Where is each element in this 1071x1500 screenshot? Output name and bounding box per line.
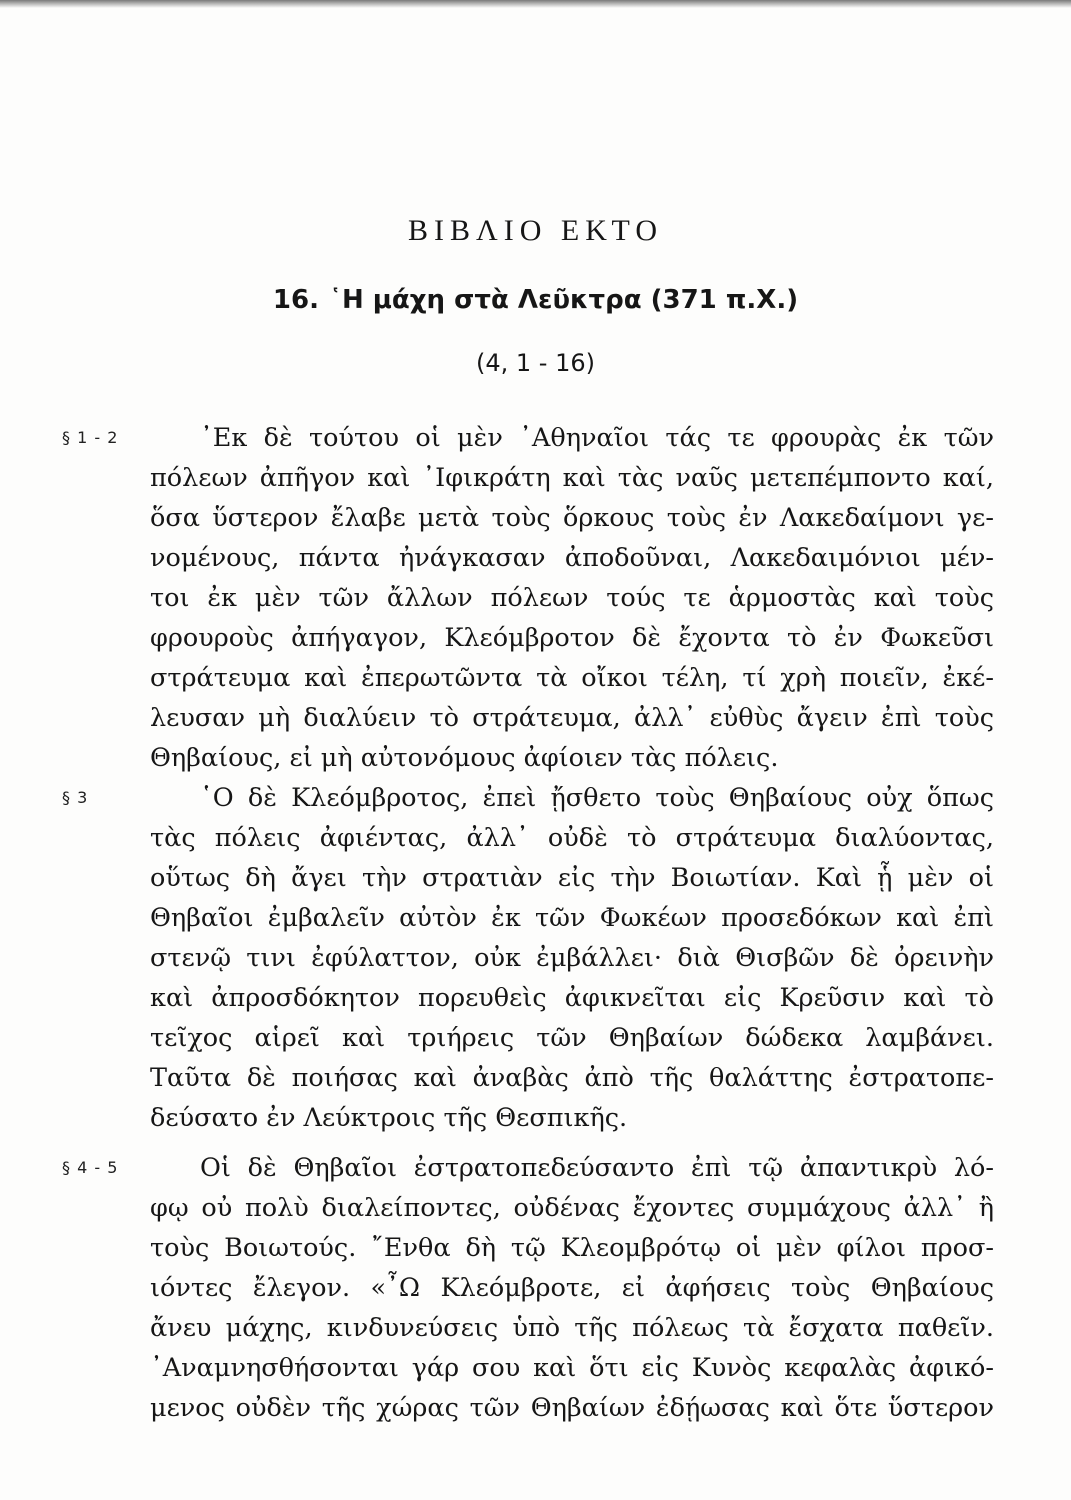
text-line: φρουροὺς ἀπήγαγον, Κλεόμβροτον δὲ ἔχοντα τὸ ἐν Φωκεῦσι — [150, 623, 994, 653]
text-line: δεύσατο ἐν Λεύκτροις τῆς Θεσπικῆς. — [150, 1103, 628, 1133]
section-mark: § 1 - 2 — [62, 428, 119, 447]
text-line: λευσαν μὴ διαλύειν τὸ στράτευμα, ἀλλ᾿ εὐθὺς ἄγειν ἐπὶ τοὺς — [150, 703, 994, 733]
text-line: τοὺς Βοιωτούς. ῎Ενθα δὴ τῷ Κλεομβρότῳ οἱ μὲν φίλοι προσ- — [150, 1233, 994, 1263]
text-line: τοι ἐκ μὲν τῶν ἄλλων πόλεων τούς τε ἁρμοστὰς καὶ τοὺς — [150, 583, 994, 613]
text-line: ιόντες ἔλεγον. «῏Ω Κλεόμβροτε, εἰ ἀφήσεις τοὺς Θηβαίους — [150, 1273, 994, 1303]
text-line: ῾Ο δὲ Κλεόμβροτος, ἐπεὶ ᾔσθετο τοὺς Θηβαίους οὐχ ὅπως — [200, 783, 994, 813]
chapter-number: 16. — [272, 285, 319, 315]
scan-edge-shadow — [0, 0, 1071, 8]
text-line: ᾿Εκ δὲ τούτου οἱ μὲν ᾿Αθηναῖοι τάς τε φρουρὰς ἐκ τῶν — [200, 423, 994, 453]
section-mark: § 4 - 5 — [62, 1158, 119, 1177]
text-line: πόλεων ἀπῆγον καὶ ᾿Ιφικράτη καὶ τὰς ναῦς μετεπέμποντο καί, — [150, 463, 994, 493]
text-line: τὰς πόλεις ἀφιέντας, ἀλλ᾿ οὐδὲ τὸ στράτευμα διαλύοντας, — [150, 823, 994, 853]
text-line: νομένους, πάντα ἠνάγκασαν ἀποδοῦναι, Λακεδαιμόνιοι μέν- — [150, 543, 994, 573]
text-line: στράτευμα καὶ ἐπερωτῶντα τὰ οἴκοι τέλη, τί χρὴ ποιεῖν, ἐκέ- — [150, 663, 994, 693]
text-line: καὶ ἀπροσδόκητον πορευθεὶς ἀφικνεῖται εἰς Κρεῦσιν καὶ τὸ — [150, 983, 994, 1013]
text-line: τεῖχος αἱρεῖ καὶ τριήρεις τῶν Θηβαίων δώδεκα λαμβάνει. — [150, 1023, 994, 1053]
text-line: στενῷ τινι ἐφύλαττον, οὐκ ἐμβάλλει· διὰ Θισβῶν δὲ ὀρεινὴν — [150, 943, 994, 973]
text-line: ᾿Αναμνησθήσονται γάρ σου καὶ ὅτι εἰς Κυνὸς κεφαλὰς ἀφικό- — [150, 1353, 994, 1383]
chapter-title: ῾Η μάχη στὰ Λεῦκτρα (371 π.Χ.) — [328, 285, 799, 315]
text-line: φῳ οὐ πολὺ διαλείποντες, οὐδένας ἔχοντες συμμάχους ἀλλ᾿ ἢ — [150, 1193, 994, 1223]
text-line: Οἱ δὲ Θηβαῖοι ἐστρατοπεδεύσαντο ἐπὶ τῷ ἀπαντικρὺ λό- — [200, 1153, 994, 1183]
section-mark: § 3 — [62, 788, 89, 807]
chapter-heading — [0, 285, 1071, 315]
book-title: ΒΙΒΛΙΟ ΕΚΤΟ — [407, 214, 664, 247]
text-line: Ταῦτα δὲ ποιήσας καὶ ἀναβὰς ἀπὸ τῆς θαλάττης ἐστρατοπε- — [150, 1063, 994, 1093]
passage-reference: (4, 1 - 16) — [476, 349, 595, 377]
text-line: Θηβαῖοι ἐμβαλεῖν αὐτὸν ἐκ τῶν Φωκέων προσεδόκων καὶ ἐπὶ — [150, 903, 994, 933]
text-line: ἄνευ μάχης, κινδυνεύσεις ὑπὸ τῆς πόλεως τὰ ἔσχατα παθεῖν. — [150, 1313, 994, 1343]
text-line: οὕτως δὴ ἄγει τὴν στρατιὰν εἰς τὴν Βοιωτίαν. Καὶ ᾗ μὲν οἱ — [150, 863, 994, 893]
text-line: μενος οὐδὲν τῆς χώρας τῶν Θηβαίων ἐδῄωσας καὶ ὅτε ὕστερον — [150, 1393, 994, 1423]
text-line: ὅσα ὕστερον ἔλαβε μετὰ τοὺς ὅρκους τοὺς ἐν Λακεδαίμονι γε- — [150, 503, 994, 533]
text-line: Θηβαίους, εἰ μὴ αὐτονόμους ἀφίοιεν τὰς πόλεις. — [150, 743, 779, 773]
